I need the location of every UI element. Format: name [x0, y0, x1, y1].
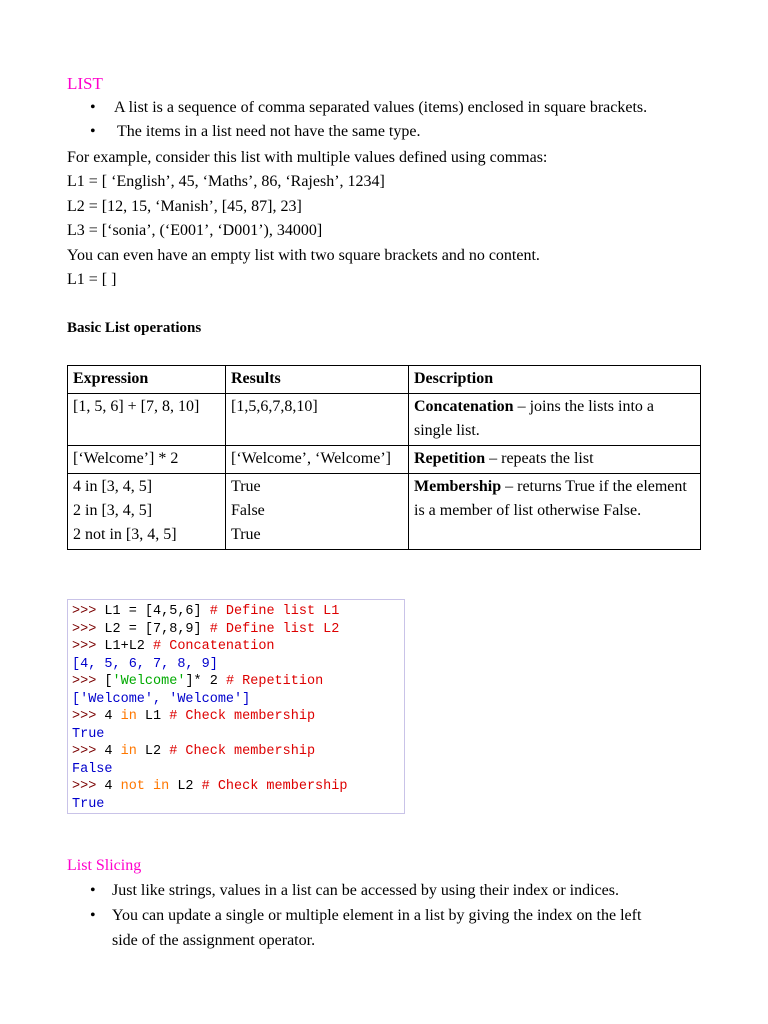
slicing-bullet-2: • You can update a single or multiple element in a list by giving the index on the left [90, 907, 642, 924]
table-row [68, 474, 701, 550]
code-line: >>> 4 not in L2 # Check membership [72, 779, 348, 794]
code-output: False [72, 761, 113, 777]
example-intro: For example, consider this list with multiple values defined using commas: [67, 149, 548, 166]
code-output: [4, 5, 6, 7, 8, 9] [72, 656, 218, 672]
code-line: >>> 4 in L2 # Check membership [72, 744, 316, 759]
code-output: ['Welcome', 'Welcome'] [72, 691, 251, 707]
slicing-heading: List Slicing [67, 857, 142, 874]
code-line: >>> L2 = [7,8,9] # Define list L2 [72, 621, 340, 637]
code-line: >>> L1+L2 # Concatenation [72, 639, 275, 654]
empty-list-note: You can even have an empty list with two square brackets and no content. [67, 247, 540, 264]
cell-description: Membership – returns True if the element is a member of list otherwise False. [409, 474, 701, 550]
ops-heading: Basic List operations [67, 320, 202, 336]
cell-description: Repetition – repeats the list [409, 446, 701, 474]
list-operations-table [67, 365, 701, 550]
slicing-bullet-1: • Just like strings, values in a list can be accessed by using their index or indices. [90, 882, 619, 899]
bullet-icon: • [90, 907, 96, 924]
code-output: True [72, 796, 105, 812]
example-line-l1: L1 = [ ‘English’, 45, ‘Maths’, 86, ‘Rajesh’, 1234] [67, 173, 385, 190]
cell-result: [‘Welcome’, ‘Welcome’] [226, 446, 409, 474]
code-line: >>> 4 in L1 # Check membership [72, 709, 316, 724]
slicing-bullet-2-continuation: side of the assignment operator. [112, 932, 316, 949]
code-line: >>> ['Welcome']* 2 # Repetition [72, 674, 324, 689]
example-line-l3: L3 = [‘sonia’, (‘E001’, ‘D001’), 34000] [67, 222, 323, 239]
python-shell-snippet [67, 599, 405, 814]
code-line: >>> L1 = [4,5,6] # Define list L1 [72, 604, 340, 619]
table-row [68, 394, 701, 446]
cell-result: True False True [226, 474, 409, 550]
bullet-icon: • [90, 882, 96, 899]
cell-expression: 4 in [3, 4, 5] 2 in [3, 4, 5] 2 not in [3, 4, 5] [68, 474, 226, 550]
list-heading: LIST [67, 74, 103, 93]
cell-result: [1,5,6,7,8,10] [226, 394, 409, 446]
bullet-icon: • [90, 99, 96, 116]
header-description: Description [409, 366, 701, 394]
code-output: True [72, 726, 105, 742]
table-header-row [68, 366, 701, 394]
intro-bullet-1: • A list is a sequence of comma separated values (items) enclosed in square brackets. [90, 99, 648, 116]
header-results: Results [226, 366, 409, 394]
cell-expression: [‘Welcome’] * 2 [68, 446, 226, 474]
cell-description: Concatenation – joins the lists into a single list. [409, 394, 701, 446]
table-row [68, 446, 701, 474]
bullet-icon: • [90, 123, 96, 140]
intro-bullet-2: • The items in a list need not have the same type. [90, 123, 421, 140]
empty-list-example: L1 = [ ] [67, 271, 117, 288]
cell-expression: [1, 5, 6] + [7, 8, 10] [68, 394, 226, 446]
header-expression: Expression [68, 366, 226, 394]
example-line-l2: L2 = [12, 15, ‘Manish’, [45, 87], 23] [67, 198, 302, 215]
